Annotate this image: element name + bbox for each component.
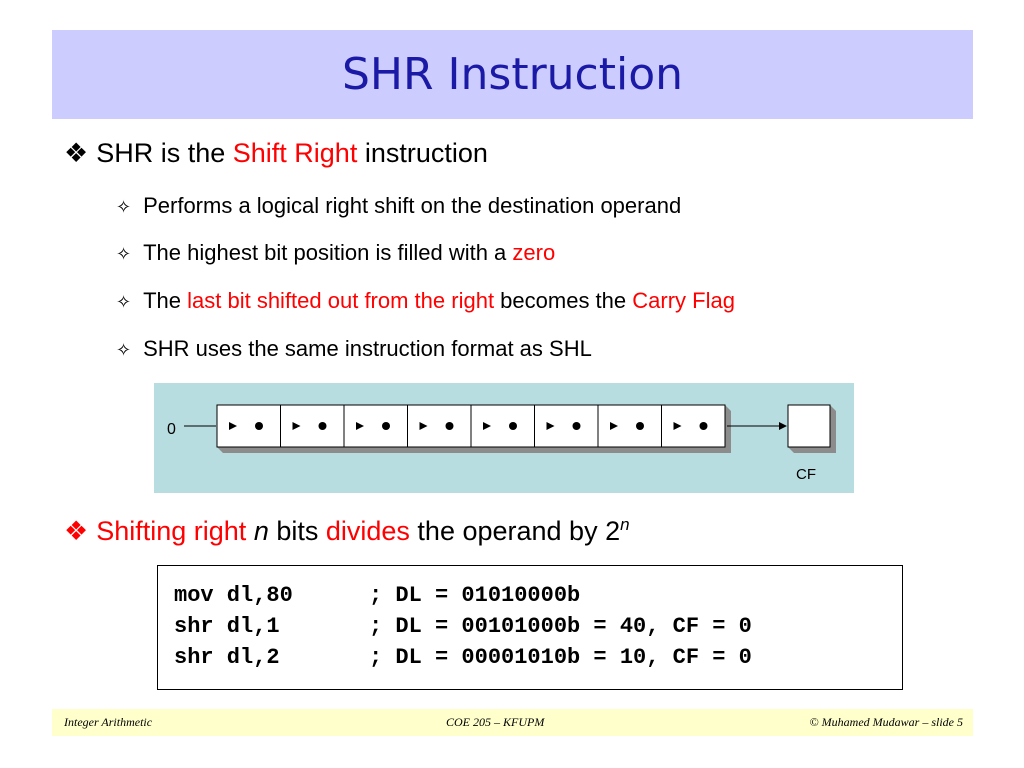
bit-dot <box>319 422 327 430</box>
star-bullet-icon: ✧ <box>116 292 132 312</box>
bit-dot <box>382 422 390 430</box>
footer-author-slide: © Muhamed Mudawar – slide 5 <box>809 715 963 729</box>
bullet-variable: n <box>253 516 269 546</box>
bit-dot <box>446 422 454 430</box>
sub-bullet-highlight: last bit shifted out from the right <box>187 288 495 313</box>
sub-bullet-format <box>116 336 592 362</box>
bullet-text: instruction <box>357 138 488 168</box>
shift-diagram <box>154 383 854 493</box>
bit-dot <box>700 422 708 430</box>
footer-course-topic: Integer Arithmetic <box>64 715 153 729</box>
bullet-text: bits <box>268 516 326 546</box>
bullet-text: SHR is the <box>96 138 233 168</box>
carry-flag-box <box>788 405 836 453</box>
bullet-highlight: divides <box>325 516 410 546</box>
bit-cell <box>217 405 281 447</box>
code-line <box>174 642 902 673</box>
star-bullet-icon: ✧ <box>116 197 132 217</box>
bit-dot <box>636 422 644 430</box>
code-comment: ; DL = 01010000b <box>369 583 581 608</box>
diamond-bullet-icon: ❖ <box>64 516 89 546</box>
bullet-shift-divides <box>64 515 630 547</box>
bit-cell <box>408 405 472 447</box>
zero-input-label: 0 <box>167 421 176 438</box>
bullet-shr-definition <box>64 138 488 169</box>
bit-cell <box>344 405 408 447</box>
sub-bullet-text: Performs a logical right shift on the destination operand <box>143 193 682 218</box>
sub-bullet-highlight: Carry Flag <box>632 288 735 313</box>
bullet-highlight: Shift Right <box>232 138 358 168</box>
diamond-bullet-icon: ❖ <box>64 138 89 168</box>
code-comment: ; DL = 00001010b = 10, CF = 0 <box>369 645 752 670</box>
sub-bullet-text: becomes the <box>494 288 633 313</box>
code-instruction: shr dl,2 <box>174 645 280 670</box>
sub-bullet-highlight: zero <box>512 240 556 265</box>
shift-diagram-svg <box>154 383 854 493</box>
footer-course-code: COE 205 – KFUPM <box>446 715 545 729</box>
bit-cell <box>662 405 726 447</box>
code-instruction: shr dl,1 <box>174 614 280 639</box>
bit-dot <box>573 422 581 430</box>
bit-dot <box>255 422 263 430</box>
slide-title: SHR Instruction <box>341 49 684 100</box>
bit-cell <box>535 405 599 447</box>
bullet-text: the operand by 2 <box>409 516 621 546</box>
code-line <box>174 580 902 611</box>
carry-flag-label: CF <box>796 466 816 483</box>
code-example <box>157 565 903 690</box>
bit-dot <box>509 422 517 430</box>
bit-cell <box>471 405 535 447</box>
register-cells <box>217 405 731 453</box>
title-bar <box>52 30 973 119</box>
sub-bullet-carry-flag <box>116 288 735 314</box>
bullet-exponent: n <box>620 515 630 534</box>
sub-bullet-text: The <box>143 288 188 313</box>
bit-cell <box>598 405 662 447</box>
sub-bullet-text: The highest bit position is filled with a <box>143 240 513 265</box>
code-line <box>174 611 902 642</box>
bullet-highlight: Shifting right <box>96 516 254 546</box>
sub-bullet-logical-shift <box>116 193 681 219</box>
bit-cell <box>281 405 345 447</box>
star-bullet-icon: ✧ <box>116 244 132 264</box>
sub-bullet-highest-bit <box>116 240 555 266</box>
sub-bullet-text: SHR uses the same instruction format as SHL <box>143 336 592 361</box>
code-instruction: mov dl,80 <box>174 583 293 608</box>
star-bullet-icon: ✧ <box>116 340 132 360</box>
code-comment: ; DL = 00101000b = 40, CF = 0 <box>369 614 752 639</box>
footer-bar <box>52 709 973 736</box>
